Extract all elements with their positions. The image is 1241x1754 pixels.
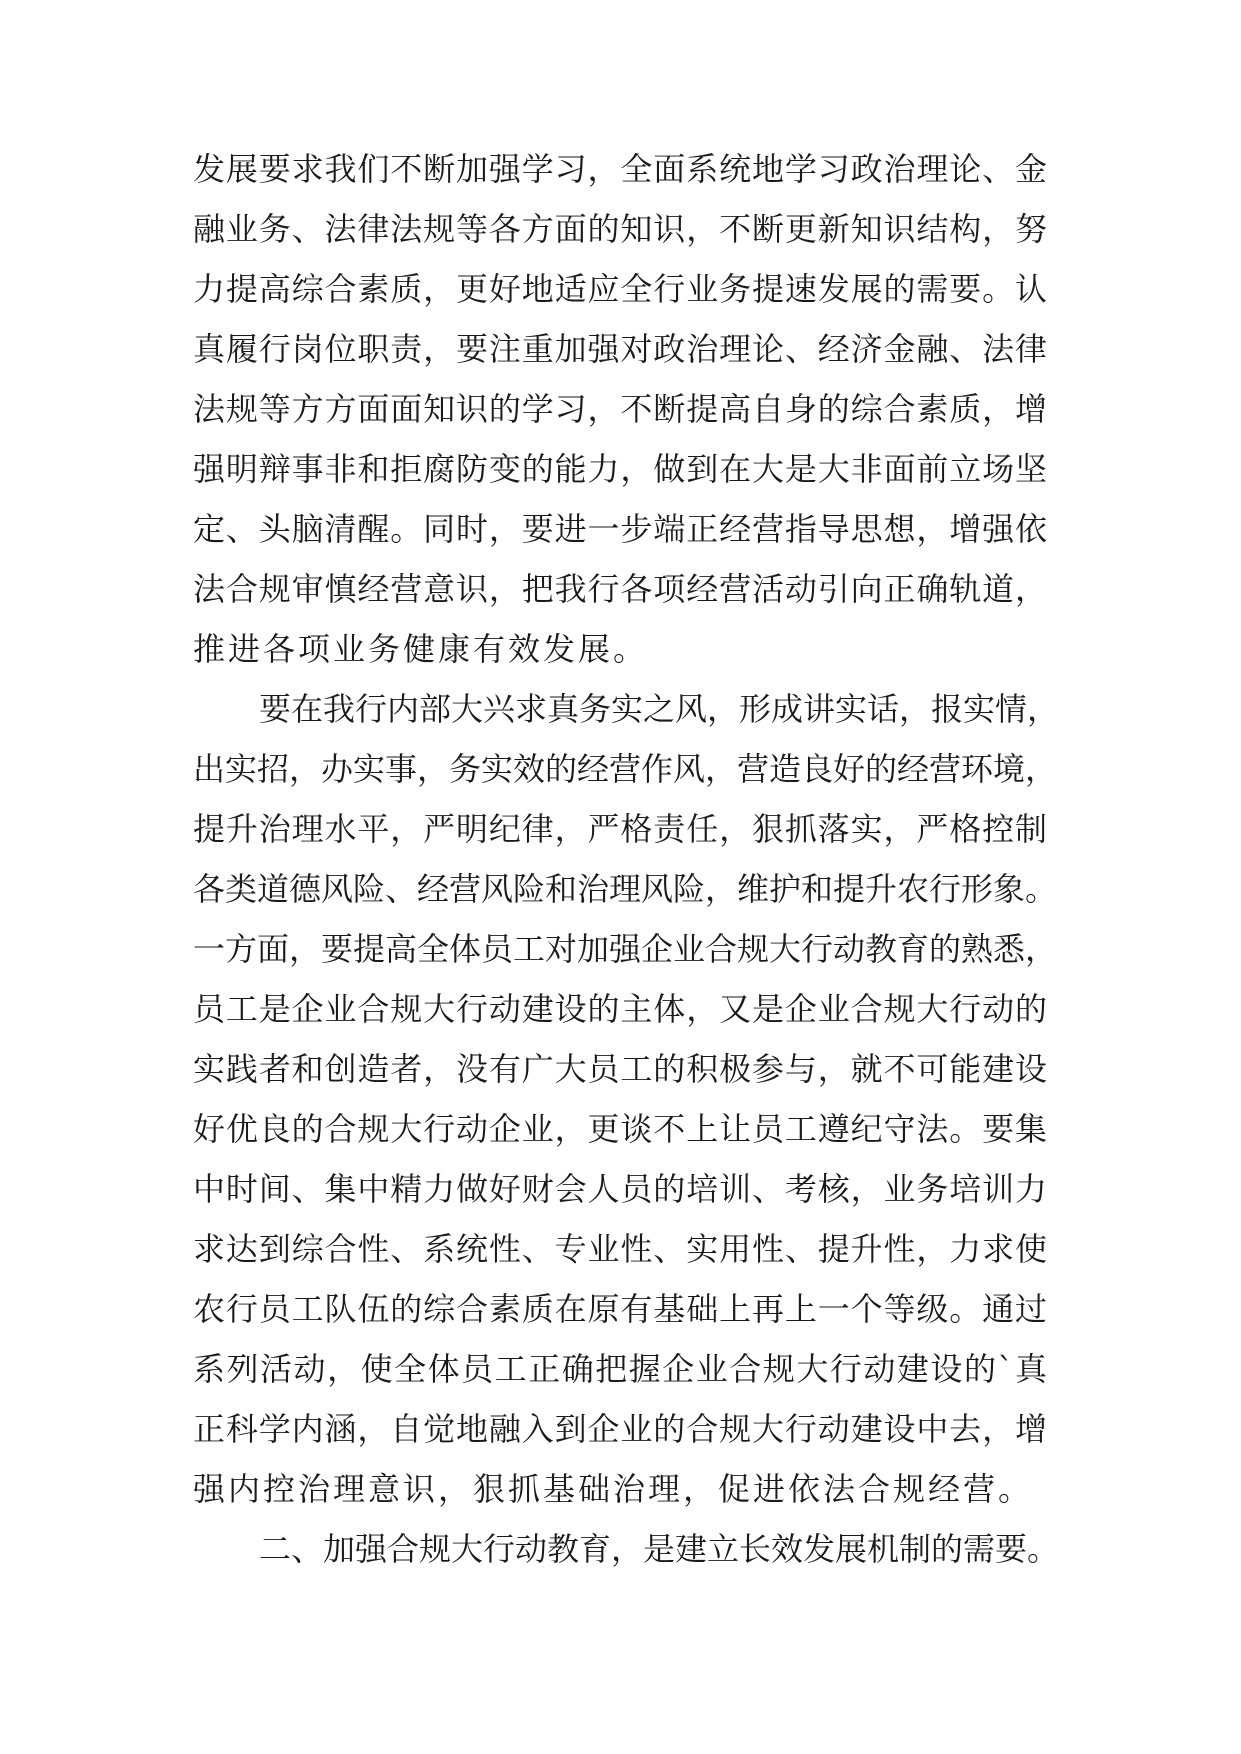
- body-text-line: 中时间、集中精力做好财会人员的培训、考核，业务培训力: [193, 1170, 1047, 1208]
- body-text-line: 各类道德风险、经营风险和治理风险，维护和提升农行形象。: [193, 870, 1058, 908]
- section-heading-line: 二、加强合规大行动教育，是建立长效发展机制的需要。: [259, 1530, 1060, 1568]
- body-text-line: 正科学内涵，自觉地融入到企业的合规大行动建设中去，增: [193, 1410, 1047, 1448]
- body-text-line: 法规等方方面面知识的学习，不断提高自身的综合素质，增: [193, 390, 1047, 428]
- body-text-line: 求达到综合性、系统性、专业性、实用性、提升性，力求使: [193, 1230, 1047, 1268]
- body-text-line: 真履行岗位职责，要注重加强对政治理论、经济金融、法律: [193, 330, 1047, 368]
- body-text-line: 强明辩事非和拒腐防变的能力，做到在大是大非面前立场坚: [193, 450, 1047, 488]
- body-text-line: 一方面，要提高全体员工对加强企业合规大行动教育的熟悉，: [193, 930, 1058, 968]
- body-text-line: 融业务、法律法规等各方面的知识，不断更新知识结构，努: [193, 210, 1047, 248]
- body-text-line: 法合规审慎经营意识，把我行各项经营活动引向正确轨道，: [193, 570, 1047, 608]
- body-text-line: 力提高综合素质，更好地适应全行业务提速发展的需要。认: [193, 270, 1047, 308]
- body-text-line: 出实招，办实事，务实效的经营作风，营造良好的经营环境，: [193, 750, 1058, 788]
- body-text-line: 定、头脑清醒。同时，要进一步端正经营指导思想，增强依: [193, 510, 1047, 548]
- body-text-line: 要在我行内部大兴求真务实之风，形成讲实话，报实情，: [259, 690, 1060, 728]
- body-text-line: 实践者和创造者，没有广大员工的积极参与，就不可能建设: [193, 1050, 1047, 1088]
- body-text-line: 好优良的合规大行动企业，更谈不上让员工遵纪守法。要集: [193, 1110, 1047, 1148]
- body-text-line: 农行员工队伍的综合素质在原有基础上再上一个等级。通过: [193, 1290, 1047, 1328]
- body-text-line: 员工是企业合规大行动建设的主体，又是企业合规大行动的: [193, 990, 1047, 1028]
- body-text-line: 推进各项业务健康有效发展。: [193, 630, 649, 668]
- body-text-line: 强内控治理意识，狠抓基础治理，促进依法合规经营。: [193, 1470, 1034, 1508]
- body-text-line: 系列活动，使全体员工正确把握企业合规大行动建设的`真: [193, 1350, 1047, 1388]
- body-text-line: 发展要求我们不断加强学习，全面系统地学习政治理论、金: [193, 150, 1047, 188]
- body-text-line: 提升治理水平，严明纪律，严格责任，狠抓落实，严格控制: [193, 810, 1047, 848]
